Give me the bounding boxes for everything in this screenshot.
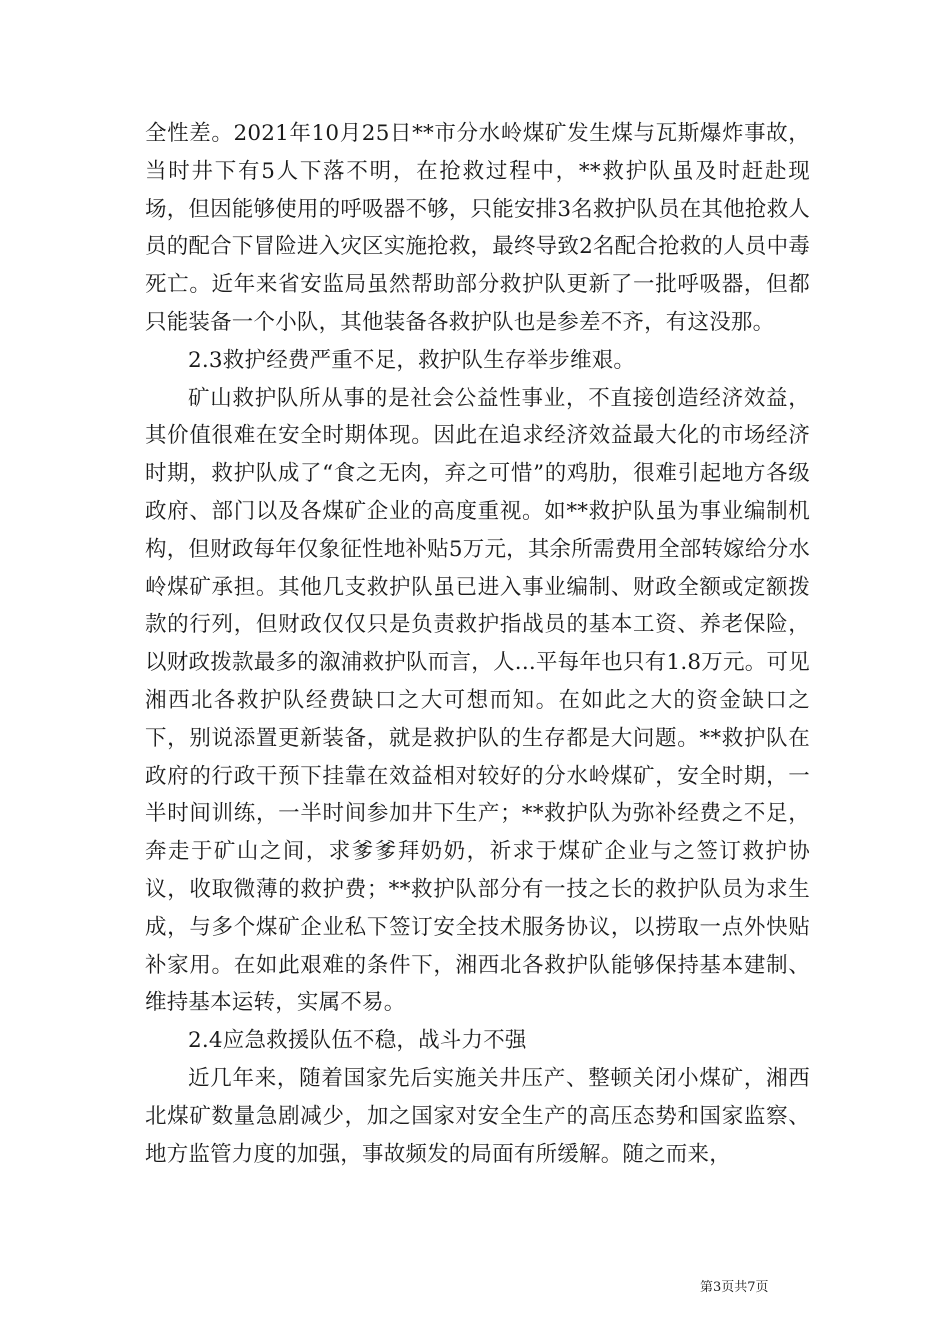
paragraph-accident-example: 全性差。2021年10月25日**市分水岭煤矿发生煤与瓦斯爆炸事故，当时井下有5人下落不明，在抢救过程中，**救护队虽及时赶赴现场，但因能够使用的呼吸器不够，只能安排3名救护队员在其他抢救人员的配合下冒险进入灾区实施抢救，最终导致2名配合抢救的人员中毒死亡。近年来省安监局虽然帮助部分救护队更新了一批呼吸器，但都只能装备一个小队，其他装备各救护队也是参差不齐，有这没那。 [145,121,810,335]
page-number-footer: 第3页共7页 [700,1280,769,1295]
paragraph-funding-shortage: 矿山救护队所从事的是社会公益性事业，不直接创造经济效益，其价值很难在安全时期体现。因此在追求经济效益最大化的市场经济时期，救护队成了“食之无肉，弃之可惜”的鸡肋，很难引起地方各级政府、部门以及各煤矿企业的高度重视。如**救护队虽为事业编制机构，但财政每年仅象征性地补贴5万元，其余所需费用全部转嫁给分水岭煤矿承担。其他几支救护队虽已进入事业编制、财政全额或定额拨款的行列，但财政仅仅只是负责救护指战员的基本工资、养老保险，以财政拨款最多的溆浦救护队而言，人...平每年也只有1.8万元。可见湘西北各救护队经费缺口之大可想而知。在如此之大的资金缺口之下，别说添置更新装备，就是救护队的生存都是大问题。**救护队在政府的行政干预下挂靠在效益相对较好的分水岭煤矿，安全时期，一半时间训练，一半时间参加井下生产；**救护队为弥补经费之不足，奔走于矿山之间，求爹爹拜奶奶，祈求于煤矿企业与之签订救护协议，收取微薄的救护费；**救护队部分有一技之长的救护队员为求生成，与多个煤矿企业私下签订安全技术服务协议，以捞取一点外快贴补家用。在如此艰难的条件下，湘西北各救护队能够保持基本建制、维持基本运转，实属不易。 [145,385,810,1016]
section-heading-2-4: 2.4应急救援队伍不稳，战斗力不强 [188,1028,527,1054]
section-heading-2-3: 2.3救护经费严重不足，救护队生存举步维艰。 [188,347,636,373]
paragraph-team-instability: 近几年来，随着国家先后实施关井压产、整顿关闭小煤矿，湘西北煤矿数量急剧减少，加之国家对安全生产的高压态势和国家监察、地方监管力度的加强，事故频发的局面有所缓解。随之而来， [145,1065,810,1167]
document-body [145,115,810,1173]
